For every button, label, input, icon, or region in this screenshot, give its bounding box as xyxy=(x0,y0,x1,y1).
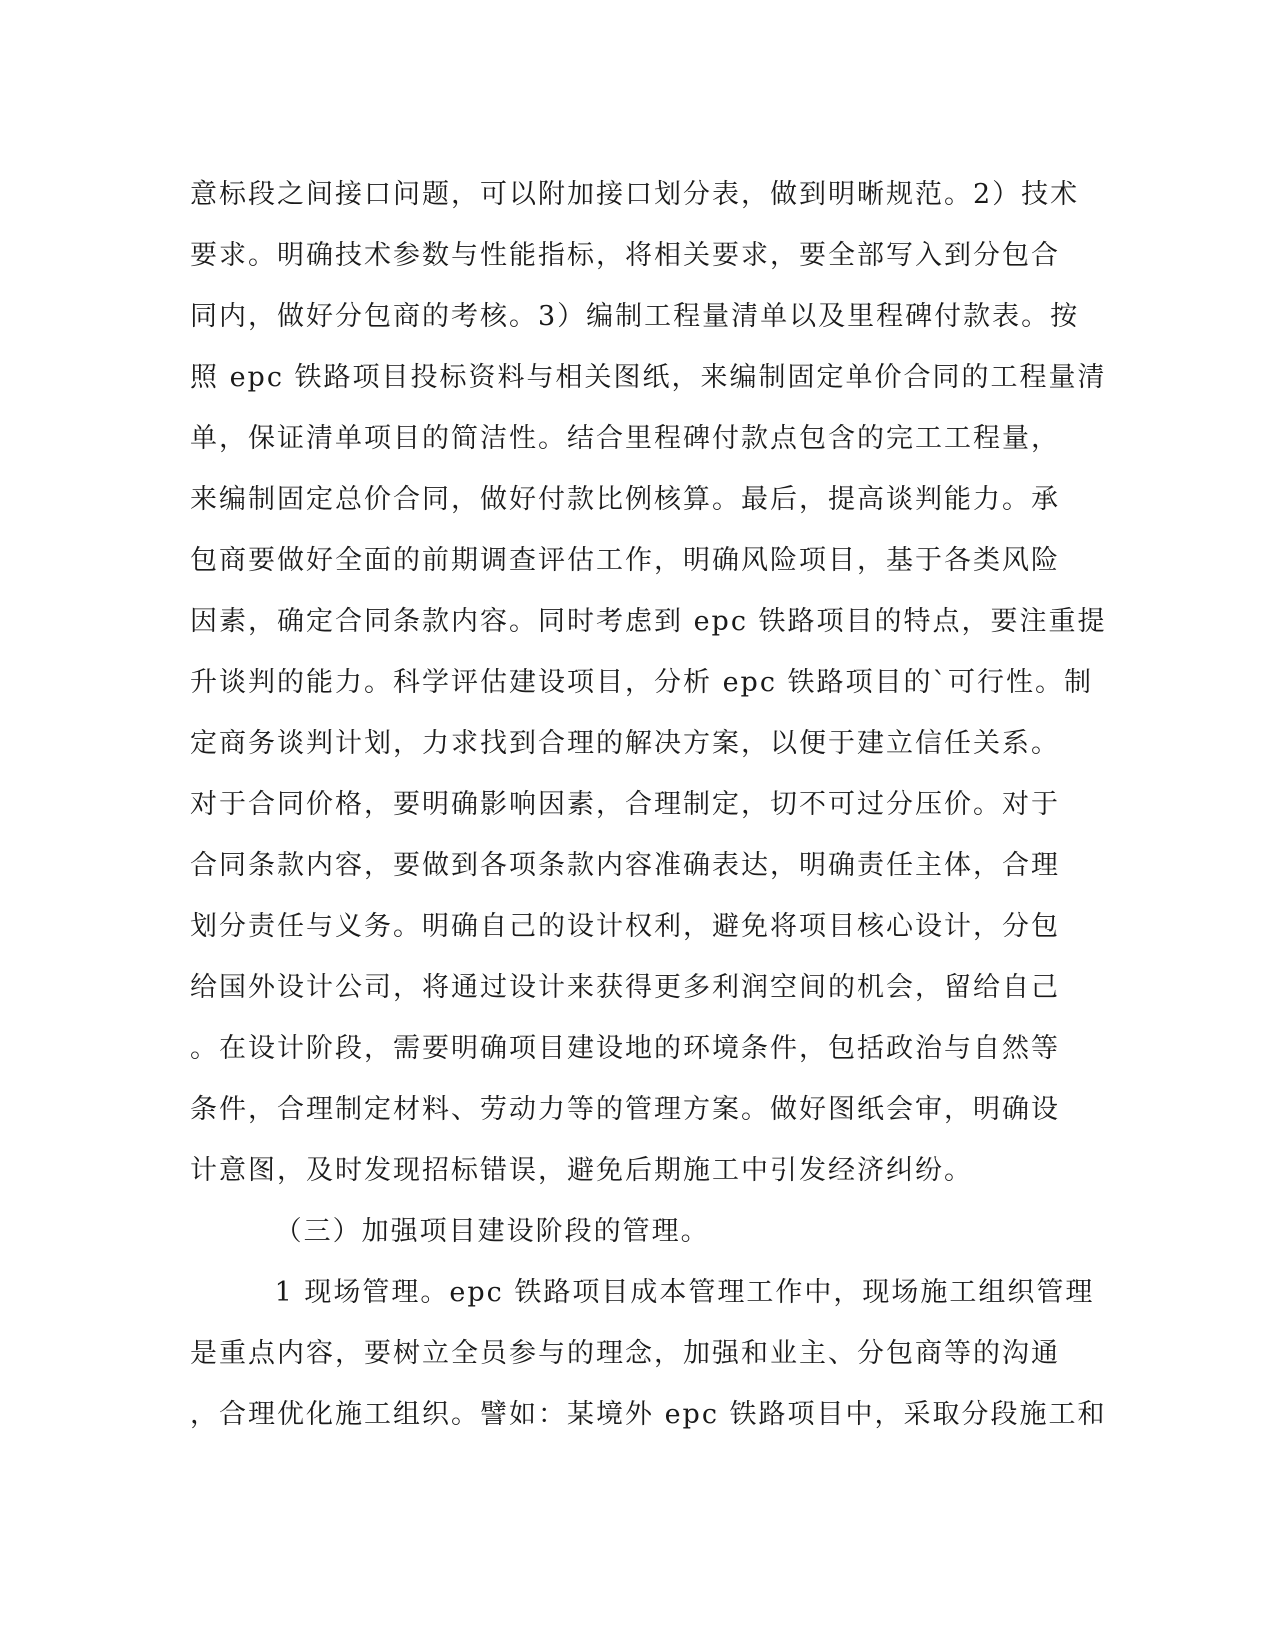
text-line: 意标段之间接口问题，可以附加接口划分表，做到明晰规范。2）技术 xyxy=(190,179,1080,210)
text-line: 合同条款内容，要做到各项条款内容准确表达，明确责任主体，合理 xyxy=(190,850,1060,881)
text-line: 来编制固定总价合同，做好付款比例核算。最后，提高谈判能力。承 xyxy=(190,484,1060,515)
text-line: 条件，合理制定材料、劳动力等的管理方案。做好图纸会审，明确设 xyxy=(190,1094,1060,1125)
text-line: 计意图，及时发现招标错误，避免后期施工中引发经济纠纷。 xyxy=(190,1155,973,1186)
text-line: 是重点内容，要树立全员参与的理念，加强和业主、分包商等的沟通 xyxy=(190,1338,1060,1369)
text-line: ，合理优化施工组织。譬如：某境外 epc 铁路项目中，采取分段施工和 xyxy=(190,1399,1107,1430)
text-line: 因素，确定合同条款内容。同时考虑到 epc 铁路项目的特点，要注重提 xyxy=(190,606,1107,637)
text-line: 1 现场管理。epc 铁路项目成本管理工作中，现场施工组织管理 xyxy=(190,1277,1095,1308)
text-line: 对于合同价格，要明确影响因素，合理制定，切不可过分压价。对于 xyxy=(190,789,1060,820)
text-line: 要求。明确技术参数与性能指标，将相关要求，要全部写入到分包合 xyxy=(190,240,1060,271)
body-text xyxy=(190,164,1107,1445)
text-line: 包商要做好全面的前期调查评估工作，明确风险项目，基于各类风险 xyxy=(190,545,1060,576)
text-line: 同内，做好分包商的考核。3）编制工程量清单以及里程碑付款表。按 xyxy=(190,301,1080,332)
section-heading: （三）加强项目建设阶段的管理。 xyxy=(190,1216,710,1247)
text-line: 升谈判的能力。科学评估建设项目，分析 epc 铁路项目的`可行性。制 xyxy=(190,667,1094,698)
text-line: 。在设计阶段，需要明确项目建设地的环境条件，包括政治与自然等 xyxy=(190,1033,1060,1064)
text-line: 单，保证清单项目的简洁性。结合里程碑付款点包含的完工工程量， xyxy=(190,423,1060,454)
text-line: 照 epc 铁路项目投标资料与相关图纸，来编制固定单价合同的工程量清 xyxy=(190,362,1107,393)
text-line: 给国外设计公司，将通过设计来获得更多利润空间的机会，留给自己 xyxy=(190,972,1060,1003)
text-line: 划分责任与义务。明确自己的设计权利，避免将项目核心设计，分包 xyxy=(190,911,1060,942)
text-line: 定商务谈判计划，力求找到合理的解决方案，以便于建立信任关系。 xyxy=(190,728,1060,759)
